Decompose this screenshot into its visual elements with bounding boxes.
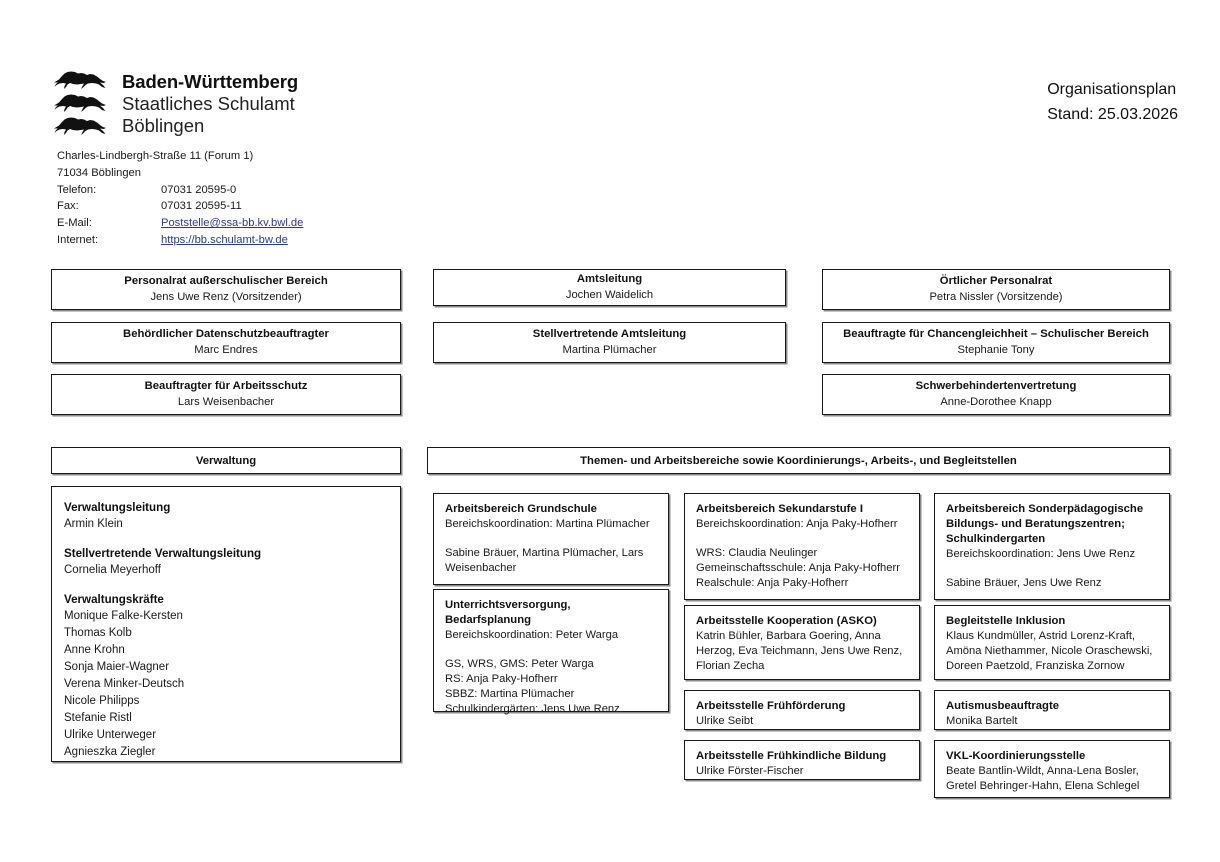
box-title: Arbeitsbereich Grundschule	[445, 503, 597, 515]
box-title: VKL-Koordinierungsstelle	[946, 750, 1086, 762]
box-title: Örtlicher Personalrat	[939, 275, 1053, 287]
contact-label-phone: Telefon:	[57, 183, 97, 196]
verwaltung-group-kraefte	[64, 591, 390, 761]
group-member: Ulrike Unterweger	[64, 729, 157, 741]
spacer	[445, 532, 659, 546]
brand-line-city: Böblingen	[122, 115, 205, 136]
contact-label-email: E-Mail:	[57, 217, 92, 230]
divider-space	[64, 579, 390, 591]
box-line: Realschule: Anja Paky-Hofherr	[696, 577, 849, 589]
box-title: Amtsleitung	[576, 273, 643, 285]
box-line: Gretel Behringer-Hahn, Elena Schlegel	[946, 780, 1140, 792]
box-begleitstelle-inklusion[interactable]	[934, 605, 1170, 680]
box-title: Stellvertretende Amtsleitung	[532, 328, 687, 340]
box-oertlicher-personalrat[interactable]	[822, 269, 1170, 310]
spacer	[946, 562, 1160, 576]
box-title: Personalrat außerschulischer Bereich	[124, 275, 328, 287]
brand-line-office: Staatliches Schulamt	[122, 93, 295, 114]
website-link[interactable]: https://bb.schulamt-bw.de	[161, 233, 288, 246]
box-line: SBBZ: Martina Plümacher	[445, 688, 575, 700]
box-line: Beate Bantlin-Wildt, Anna-Lena Bosler,	[946, 765, 1139, 777]
group-member: Agnieszka Ziegler	[64, 746, 156, 758]
box-vkl-koordinierungsstelle[interactable]	[934, 740, 1170, 798]
box-arbeitsstelle-fruehfoerderung[interactable]	[684, 690, 920, 730]
document-title-block	[1047, 77, 1178, 127]
box-amtsleitung[interactable]	[433, 269, 786, 306]
group-member: Stefanie Ristl	[64, 712, 132, 724]
box-line: Florian Zecha	[696, 660, 765, 672]
group-member: Nicole Philipps	[64, 695, 140, 707]
contact-table	[57, 182, 303, 249]
box-autismusbeauftragte[interactable]	[934, 690, 1170, 730]
contact-street: Charles-Lindbergh-Straße 11 (Forum 1)	[57, 150, 254, 162]
box-line: Ulrike Seibt	[696, 715, 754, 727]
box-person: Jochen Waidelich	[565, 289, 654, 301]
contact-value-fax: 07031 20595-11	[161, 200, 242, 213]
group-member: Anne Krohn	[64, 644, 125, 656]
box-verwaltung[interactable]	[51, 486, 401, 762]
verwaltung-group-stv-leitung	[64, 545, 390, 579]
box-line: Herzog, Eva Teichmann, Jens Uwe Renz,	[696, 645, 903, 657]
box-line: Monika Bartelt	[946, 715, 1018, 727]
contact-row-phone	[57, 182, 303, 199]
box-line: Schulkindergärten: Jens Uwe Renz	[445, 703, 620, 715]
divider-space	[64, 533, 390, 545]
box-datenschutzbeauftragter[interactable]	[51, 322, 401, 363]
box-title: Behördlicher Datenschutzbeauftragter	[123, 328, 329, 340]
page-date: Stand: 25.03.2026	[1047, 106, 1178, 123]
verwaltung-body	[52, 487, 400, 771]
box-line: Weisenbacher	[445, 562, 517, 574]
box-title: Unterrichtsversorgung, Bedarfsplanung	[445, 599, 571, 626]
box-title: Beauftragte für Chancengleichheit – Schulischer Bereich	[843, 328, 1149, 340]
box-arbeitsbereich-sonderpaedagogische-bildungszentren[interactable]	[934, 493, 1170, 600]
contact-row-internet	[57, 232, 303, 249]
box-title: Arbeitsstelle Kooperation (ASKO)	[696, 615, 877, 627]
group-member: Verena Minker-Deutsch	[64, 678, 185, 690]
group-member: Armin Klein	[64, 518, 123, 530]
contact-label-internet: Internet:	[57, 233, 99, 246]
box-person: Martina Plümacher	[562, 344, 657, 356]
box-line: Doreen Paetzold, Franziska Zornow	[946, 660, 1125, 672]
box-line: Sabine Bräuer, Martina Plümacher, Lars	[445, 547, 644, 559]
group-heading: Verwaltungskräfte	[64, 593, 164, 606]
group-heading: Stellvertretende Verwaltungsleitung	[64, 547, 262, 560]
spacer	[445, 643, 659, 657]
box-line: Ulrike Förster-Fischer	[696, 765, 804, 777]
box-title: Schwerbehindertenvertretung	[915, 380, 1077, 392]
box-title: Beauftragter für Arbeitsschutz	[144, 380, 308, 392]
box-line: Sabine Bräuer, Jens Uwe Renz	[946, 577, 1102, 589]
group-member: Sonja Maier-Wagner	[64, 661, 170, 673]
box-person: Marc Endres	[194, 344, 258, 356]
group-member: Cornelia Meyerhoff	[64, 564, 161, 576]
box-arbeitsstelle-fruehkindliche-bildung[interactable]	[684, 740, 920, 780]
contact-row-fax	[57, 198, 303, 215]
box-line: GS, WRS, GMS: Peter Warga	[445, 658, 594, 670]
box-line: Klaus Kundmüller, Astrid Lorenz-Kraft,	[946, 630, 1136, 642]
three-lions-crest-icon	[51, 70, 109, 136]
box-coordination: Bereichskoordination: Peter Warga	[445, 629, 619, 641]
box-arbeitsbereich-grundschule[interactable]	[433, 493, 669, 585]
box-unterrichtsversorgung-bedarfsplanung[interactable]	[433, 589, 669, 715]
box-person: Jens Uwe Renz (Vorsitzender)	[150, 291, 302, 303]
contact-label-fax: Fax:	[57, 200, 79, 213]
contact-block	[57, 148, 303, 249]
contact-city: 71034 Böblingen	[57, 166, 141, 179]
spacer	[696, 532, 910, 546]
box-line: Katrin Bühler, Barbara Goering, Anna	[696, 630, 881, 642]
box-person: Stephanie Tony	[957, 344, 1035, 356]
contact-row-email	[57, 215, 303, 232]
box-title: Arbeitsstelle Frühförderung	[696, 700, 846, 712]
box-stellvertretende-amtsleitung[interactable]	[433, 322, 786, 363]
banner-title: Themen- und Arbeitsbereiche sowie Koordinierungs-, Arbeits-, und Begleitstellen	[580, 454, 1017, 467]
contact-value-phone: 07031 20595-0	[161, 183, 237, 196]
box-title: Arbeitsbereich Sekundarstufe I	[696, 503, 863, 515]
box-arbeitsbereich-sekundarstufe-1[interactable]	[684, 493, 920, 600]
box-coordination: Bereichskoordination: Jens Uwe Renz	[946, 548, 1136, 560]
box-coordination: Bereichskoordination: Anja Paky-Hofherr	[696, 518, 898, 530]
box-coordination: Bereichskoordination: Martina Plümacher	[445, 518, 650, 530]
box-schwerbehindertenvertretung[interactable]	[822, 374, 1170, 415]
box-title: Arbeitsbereich Sonderpädagogische Bildungs- und Beratungszentren; Schulkindergarten	[946, 503, 1144, 545]
box-person: Anne-Dorothee Knapp	[940, 396, 1052, 408]
box-arbeitsstelle-kooperation-asko[interactable]	[684, 605, 920, 680]
box-title: Arbeitsstelle Frühkindliche Bildung	[696, 750, 887, 762]
box-line: Amöna Niethammer, Nicole Oraschewski,	[946, 645, 1153, 657]
box-title: Autismusbeauftragte	[946, 700, 1059, 712]
page-title: Organisationsplan	[1047, 81, 1177, 98]
group-member: Monique Falke-Kersten	[64, 610, 183, 622]
email-link[interactable]: Poststelle@ssa-bb.kv.bwl.de	[161, 217, 304, 230]
group-heading: Verwaltungsleitung	[64, 501, 171, 514]
box-beauftragte-chancengleichheit[interactable]	[822, 322, 1170, 363]
banner-themen-arbeitsbereiche[interactable]	[427, 447, 1170, 474]
verwaltung-group-leitung	[64, 499, 390, 533]
box-line: RS: Anja Paky-Hofherr	[445, 673, 558, 685]
banner-verwaltung[interactable]	[51, 447, 401, 474]
box-person: Lars Weisenbacher	[177, 396, 275, 408]
box-beauftragter-arbeitsschutz[interactable]	[51, 374, 401, 415]
brand-block	[51, 70, 298, 137]
group-member: Thomas Kolb	[64, 627, 132, 639]
box-line: Gemeinschaftsschule: Anja Paky-Hofherr	[696, 562, 900, 574]
brand-line-state: Baden-Württemberg	[122, 71, 299, 92]
banner-title: Verwaltung	[195, 454, 257, 467]
box-line: WRS: Claudia Neulinger	[696, 547, 818, 559]
box-personalrat-ausserschulisch[interactable]	[51, 269, 401, 310]
box-title: Begleitstelle Inklusion	[946, 615, 1066, 627]
box-person: Petra Nissler (Vorsitzende)	[929, 291, 1063, 303]
page-header	[0, 0, 1220, 250]
brand-wordmark	[122, 70, 298, 137]
